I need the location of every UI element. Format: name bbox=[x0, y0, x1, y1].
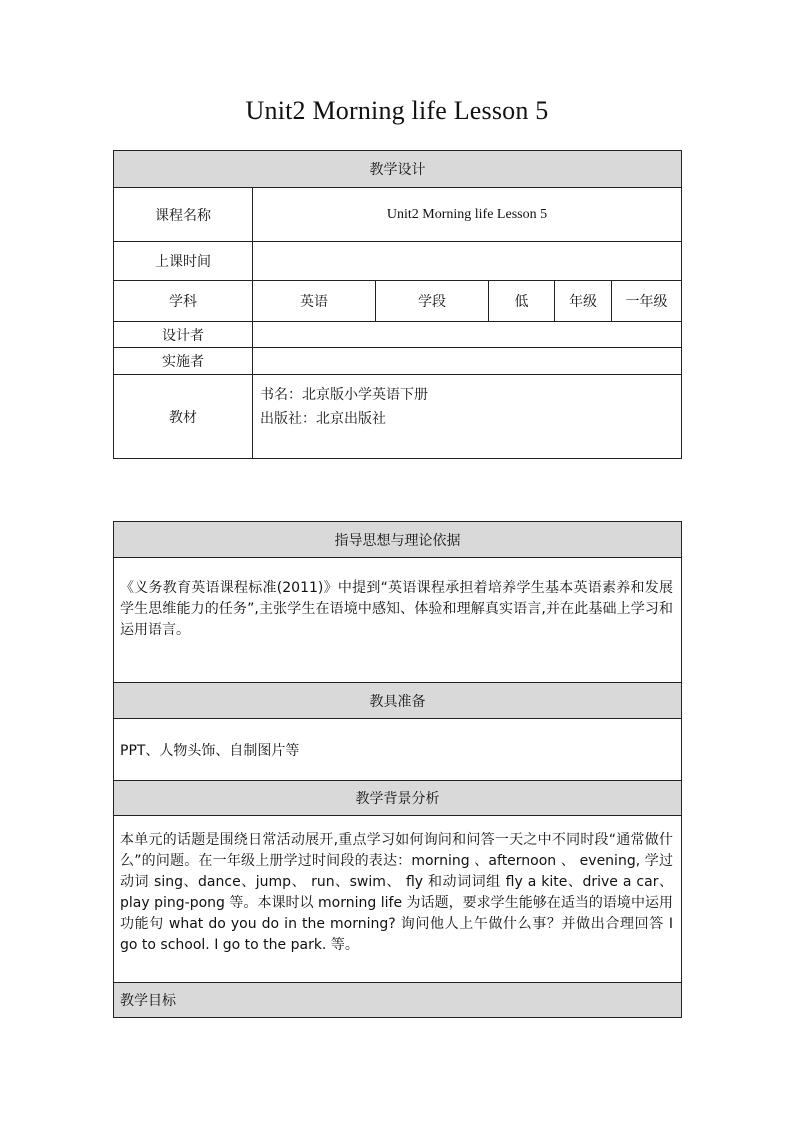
design-table-header: 教学设计 bbox=[114, 151, 682, 188]
textbook-label: 教材 bbox=[114, 375, 253, 459]
class-time-label: 上课时间 bbox=[114, 242, 253, 281]
textbook-publisher: 出版社：北京出版社 bbox=[260, 411, 386, 427]
teaching-background-text: 本单元的话题是围绕日常活动展开,重点学习如何询问和问答一天之中不同时段“通常做什么”的问题。在一年级上册学过时间段的表达：morning 、afternoon 、 evening, 学过动词 sing、dance、jump、 run、swim、 fly 和动词词组 fly a kite、drive a car、play ping-pong 等。本课时以 morning life 为话题，要求学生能够在适当的语境中运用功能句 what do you do in the morning? 询问他人上午做什么事？并做出合理回答 I go to school. I go to the park. 等。 bbox=[114, 816, 682, 983]
subject-value: 英语 bbox=[253, 281, 376, 322]
textbook-info bbox=[253, 375, 682, 459]
class-time-value bbox=[253, 242, 682, 281]
guiding-thought-text: 《义务教育英语课程标准(2011)》中提到“英语课程承担着培养学生基本英语素养和发展学生思维能力的任务”,主张学生在语境中感知、体验和理解真实语言,并在此基础上学习和运用语言。 bbox=[114, 558, 682, 683]
course-name-label: 课程名称 bbox=[114, 188, 253, 242]
designer-label: 设计者 bbox=[114, 322, 253, 348]
teaching-tools-text: PPT、人物头饰、自制图片等 bbox=[114, 719, 682, 781]
implementer-label: 实施者 bbox=[114, 348, 253, 375]
designer-value bbox=[253, 322, 682, 348]
implementer-value bbox=[253, 348, 682, 375]
page-title: Unit2 Morning life Lesson 5 bbox=[245, 96, 549, 125]
guiding-thought-header: 指导思想与理论依据 bbox=[114, 522, 682, 558]
grade-value: 一年级 bbox=[612, 281, 682, 322]
textbook-book-name: 书名：北京版小学英语下册 bbox=[260, 387, 428, 403]
teaching-tools-header: 教具准备 bbox=[114, 683, 682, 719]
teaching-objectives-label: 教学目标 bbox=[114, 983, 682, 1018]
stage-value: 低 bbox=[489, 281, 555, 322]
subject-label: 学科 bbox=[114, 281, 253, 322]
teaching-background-header: 教学背景分析 bbox=[114, 781, 682, 816]
grade-label: 年级 bbox=[555, 281, 612, 322]
lesson-design-table bbox=[113, 150, 682, 459]
course-name-value: Unit2 Morning life Lesson 5 bbox=[253, 188, 682, 242]
stage-label: 学段 bbox=[376, 281, 489, 322]
teaching-analysis-table bbox=[113, 521, 682, 1018]
